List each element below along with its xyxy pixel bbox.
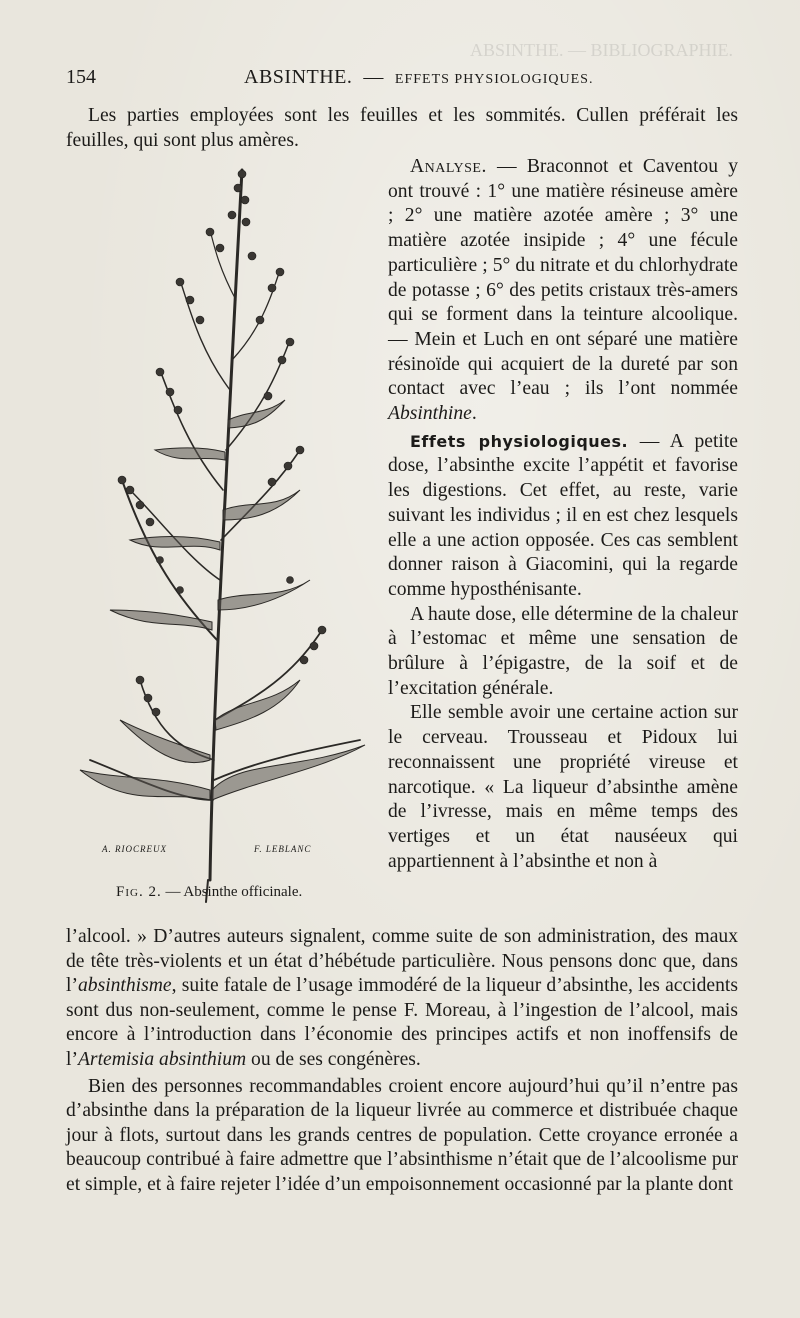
analyse-label: Analyse.	[410, 156, 487, 177]
effets-label: Effets physiologiques.	[410, 431, 629, 451]
absinthine-term: Absinthine	[388, 403, 472, 425]
final-paragraph: Bien des personnes recommandables croient encore aujourd’hui qu’il n’entre pas d’absinthe dans la préparation de la liqueur livrée au commerce et distribuée chaque jour à flots, surtout dans les grands centres de population. Cette croyance erronée a beaucoup contribué à faire admettre que l’absinthisme n’était que de l’alcoolisme pur et simple, et à faire rejeter l’idée d’un empoisonnement occasionné par la plante dont	[66, 1075, 738, 1195]
header-section: EFFETS PHYSIOLOGIQUES.	[394, 72, 594, 87]
right-column	[388, 155, 738, 874]
analyse-paragraph: Analyse. — Braconnot et Caventou y ont trouvé : 1° une matière résineuse amère ; 2° une matière azotée amère ; 3° une matière azotée insipide ; 4° une fécule particulière ; 5° du nitrate et du chlorhydrate de potasse ; 6° des petits cristaux très-amers qui se forment dans la teinture alcoolique. — Mein et Luch en ont séparé une matière résinoïde qui acquiert de la dureté par son contact avec l’eau ; ils l’ont nommée Absinthine.	[388, 156, 738, 425]
figure-caption	[116, 884, 302, 901]
header-title: ABSINTHE.	[244, 66, 353, 88]
effets-paragraph: Effets physiologiques. — A petite dose, l’absinthe excite l’appétit et favorise les digestions. Cet effet, au reste, varie suivant les individus ; il en est chez lesquels elle a une action opposée. Ces cas semblent donner raison à Giacomini, qui la regarde comme hyposthénisante.	[388, 430, 738, 600]
artemisia-term: Artemisia absinthium	[77, 1048, 247, 1070]
artist-signature: F. LEBLANC	[254, 844, 312, 854]
show-through: ABSINTHE. — BIBLIOGRAPHIE.	[470, 40, 733, 60]
figure-plate	[60, 160, 380, 905]
engraver-signature: A. RIOCREUX	[102, 844, 167, 854]
figure-number: Fig. 2.	[116, 884, 162, 900]
absinthisme-term: absinthisme	[77, 975, 172, 997]
caption-text: Absinthe officinale.	[183, 884, 303, 900]
continuation-paragraph: l’alcool. » D’autres auteurs signalent, comme suite de son administration, des maux de tête très-violents et un état d’hébétude particulière. Nous pensons donc que, dans l’absinthisme, suite fatale de l’usage immodéré de la liqueur d’absinthe, les accidents sont dus non-seulement, comme le pense F. Moreau, à l’ingestion de l’alcool, mais encore à l’introduction dans l’économie des principes actifs et non inoffensifs de l’Artemisia absinthium ou de ses congénères. Bien des personnes recommandables croient encore aujourd’hui qu’il n’entre pas d’absinthe dans la préparation de la liqueur livrée au commerce et distribuée chaque jour à flots, surtout dans les grands centres de population. Cette croyance erronée a beaucoup contribué à faire admettre que l’absinthisme n’était que de l’alcoolisme pur et simple, et à faire rejeter l’idée d’un empoisonnement occasionné par la plante dont	[66, 925, 738, 1198]
intro-paragraph: Les parties employées sont les feuilles et les sommités. Cullen préférait les feuilles, qui sont plus amères.	[66, 105, 738, 151]
wormwood-plant-icon	[60, 160, 380, 905]
running-title	[244, 66, 593, 89]
header-dash: —	[363, 66, 384, 88]
cerveau-paragraph: Elle semble avoir une certaine action sur le cerveau. Trousseau et Pidoux lui reconnaissent une propriété vireuse et narcotique. « La liqueur d’absinthe amène de l’ivresse, mais en même temps des vertiges et un état nauséeux qui appartiennent à l’absinthe et non à	[388, 702, 738, 872]
caption-dash: —	[161, 884, 184, 900]
page-number: 154	[66, 66, 96, 88]
haute-dose-paragraph: A haute dose, elle détermine de la chaleur à l’estomac et même une sensation de brûlure à l’épigastre, de la soif et de l’excitation générale.	[388, 603, 738, 699]
running-header	[66, 66, 736, 94]
